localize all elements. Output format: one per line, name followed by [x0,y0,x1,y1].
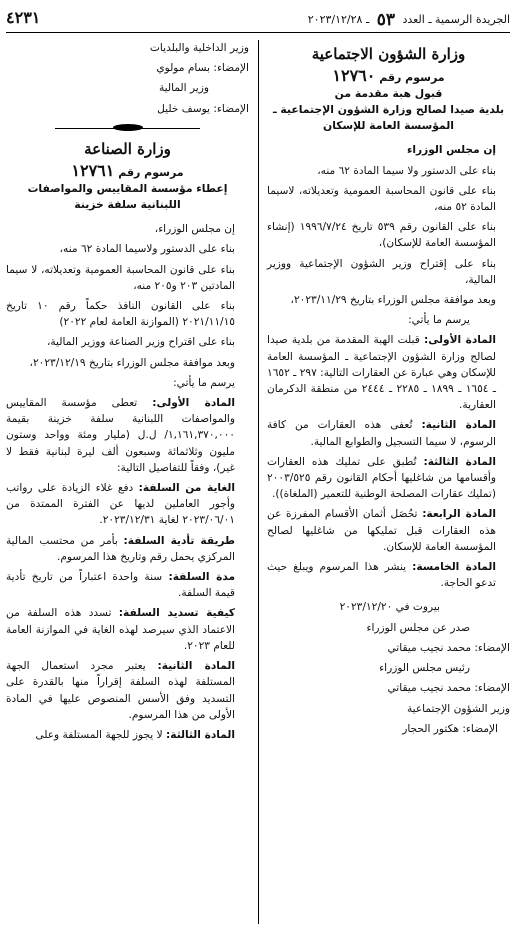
detail-text: تسدد هذه السلفة من الاعتماد الذي سيرصد لهذه الغاية في الموازنة العامة للعام ٢٠٢٣. [6,607,235,652]
signatory-title: رئيس مجلس الوزراء [379,662,470,675]
article-text: تعطى مؤسسة المقاييس والمواصفات اللبنانية سلفة خزينة بقيمة ١,١٦١,٣٧٠,٠٠٠/ ل.ل (مليار ومئة وواحد وستون مليون وثلاثمائة وسبعون ألف ليرة لبنانية فقط لا غير)، وفقاً للتفاصيل التالية: [6,397,235,474]
detail-text: سنة واحدة اعتباراً من تاريخ تأدية قيمة السلفة. [6,571,235,600]
decree-number: ١٢٧٦١ [71,161,115,181]
detail-label: كيفية تسديد السلفة: [118,607,235,620]
signatory-title: وزير الشؤون الإجتماعية [406,702,510,715]
signatory-signature: الإمضاء: هكتور الحجار [402,722,498,735]
section-ornament [6,121,249,135]
preamble-line: بناء على قانون المحاسبة العمومية وتعديلاته، لا سيما المادتين ٢٠٣ و٢٠٥ منه، [6,263,235,292]
preamble-line: بناء على الدستور ولا سيما المادة ٦٢ منه، [317,164,496,177]
article-text: يعتبر مجرد استعمال الجهة المستلفة لهذه السلفة إقراراً منها بالقدرة على التسديد وفق الأسس المنصوص عليها في المادة الأولى من هذا المرسوم. [6,660,235,721]
article-text: تحُصَل أثمان الأقسام المفرزة عن هذه العقارات قبل تمليكها من شاغليها لصالح المؤسسة العامة للإسكان. [267,508,496,553]
place-date: بيروت في ٢٠٢٣/١٢/٢٠ [339,601,440,614]
decree-subject-line: اللبنانية سلفة خزينة [74,198,181,212]
article-detail [6,480,249,529]
article-label: المادة الأولى: [424,334,496,347]
signatory-title: صدر عن مجلس الوزراء [366,621,470,634]
decree-subject-line: بلدية صيدا لصالح وزارة الشؤون الإجتماعية ـ [272,103,505,117]
signatory-signature: الإمضاء: محمد نجيب ميقاتي [387,682,510,695]
article-label: المادة الرابعة: [422,508,496,521]
signatory-title: وزير المالية [158,82,209,95]
detail-text: بأمر من محتسب المالية المركزي يحمل رقم وتاريخ هذا المرسوم. [6,534,235,563]
preamble-line: بناء على القانون النافذ حكماً رقم ١٠ تاريخ ٢٠٢١/١١/١٥ (الموازنة العامة لعام ٢٠٢٢) [6,300,235,329]
decree-number: ١٢٧٦٠ [332,66,376,86]
preamble-line: بناء على القانون رقم ٥٣٩ تاريخ ١٩٩٦/٧/٢٤ (إنشاء المؤسسة العامة للإسكان)، [267,221,496,250]
decree-label: مرسوم رقم [379,71,445,85]
decree-heading [6,163,249,181]
preamble-line: بناء على إقتراح وزير الشؤون الإجتماعية ووزير المالية، [267,257,496,286]
article [6,727,249,743]
ministry-title: وزارة الشؤون الاجتماعية [311,45,466,63]
decree-heading [267,68,510,86]
article-detail [6,569,249,601]
ministry-title: وزارة الصناعة [84,139,171,158]
article [267,417,510,449]
detail-label: الغاية من السلفة: [138,482,235,495]
article [267,454,510,503]
header-rule [6,32,510,33]
article-text: لا يجوز للجهة المستلفة وعلى [35,728,163,741]
article-label: المادة الثانية: [157,660,235,673]
gazette-issue-line [308,10,510,30]
preamble-line: إن مجلس الوزراء، [154,223,235,236]
detail-label: طريقة تأدية السلفة: [123,534,236,547]
article-label: المادة الثالثة: [423,455,496,468]
article [267,559,510,591]
column-divider [258,40,259,924]
decree-label: مرسوم رقم [118,166,184,180]
article-label: المادة الأولى: [152,397,235,410]
gazette-title: الجريدة الرسمية ـ العدد [402,13,510,26]
decree-subject-line: المؤسسة العامة للإسكان [323,119,454,133]
article-label: المادة الخامسة: [412,561,497,574]
preamble-line: بناء على الدستور ولاسيما المادة ٦٢ منه، [59,243,235,256]
signatory-title: وزير الداخلية والبلديات [149,42,249,54]
detail-text: دفع غلاء الزيادة على رواتب وأجور العاملين لديها عن الفترة الممتدة من ٢٠٢٣/٠٦/٠١ لغاية ٢٠٢٣/١٢/٣١. [6,482,235,527]
article-text: ينشر هذا المرسوم ويبلغ حيث تدعو الحاجة. [267,561,496,590]
issue-number: ٥٣ [376,10,395,30]
signatory-signature: الإمضاء: محمد نجيب ميقاتي [387,641,510,654]
issue-date: ـ ٢٠٢٣/١٢/٢٨ [307,13,370,26]
article-label: المادة الثالثة: [166,728,235,741]
preamble-line: وبعد موافقة مجلس الوزراء بتاريخ ٢٠٢٣/١٢/١٩، [29,356,235,369]
article [267,506,510,555]
signatory-signature: الإمضاء: يوسف خليل [157,102,249,115]
detail-label: مدة السلفة: [168,571,236,584]
article-text: قبلت الهبة المقدمة من بلدية صيدا لصالح وزارة الشؤون الإجتماعية ـ المؤسسة العامة للإسكان وهي عبارة عن العقارات التالية: ٢٩٧ ـ ١٦٥٢ ـ ١٦٥٤ ـ ١٨٩٩ ـ ٢٢٨٥ ـ ٢٤٤٤ من منطقة الدكرمان العقارية. [267,334,496,412]
preamble-line: إن مجلس الوزراء [406,144,496,157]
page-header [6,6,510,32]
page-number: ٤٢٣١ [6,8,41,27]
preamble-line: بناء على اقتراح وزير الصناعة ووزير المالية، [46,336,235,349]
right-column [267,40,510,934]
article-text: تُعفى هذه العقارات من كافة الرسوم، لا سيما التسجيل والطوابع المالية. [267,419,496,448]
article [6,658,249,723]
decree-formula: يرسم ما يأتي: [173,376,235,389]
decree-subject-line: قبول هبة مقدمة من [334,87,443,101]
preamble-line: بناء على قانون المحاسبة العمومية وتعديلاته، لاسيما المادة ٥٢ منه، [267,184,496,214]
article-label: المادة الثانية: [421,419,496,432]
article [267,332,510,413]
decree-formula: يرسم ما يأتي: [408,314,470,327]
decree-subject-line: إعطاء مؤسسة المقاييس والمواصفات [27,182,228,196]
preamble-line: وبعد موافقة مجلس الوزراء بتاريخ ٢٠٢٣/١١/٢٩، [290,294,496,307]
article-detail [6,533,249,565]
article [6,395,249,476]
left-column [6,40,249,934]
article-detail [6,605,249,654]
article-text: تُطبق على تمليك هذه العقارات وأقسامها من شاغليها أحكام القانون رقم ٢٠٠٣/٥٢٥ (تمليك عقارات المصلحة الوطنية للتعمير (الملغاة)). [267,455,496,501]
signatory-signature: الإمضاء: بسام مولوي [156,62,249,75]
